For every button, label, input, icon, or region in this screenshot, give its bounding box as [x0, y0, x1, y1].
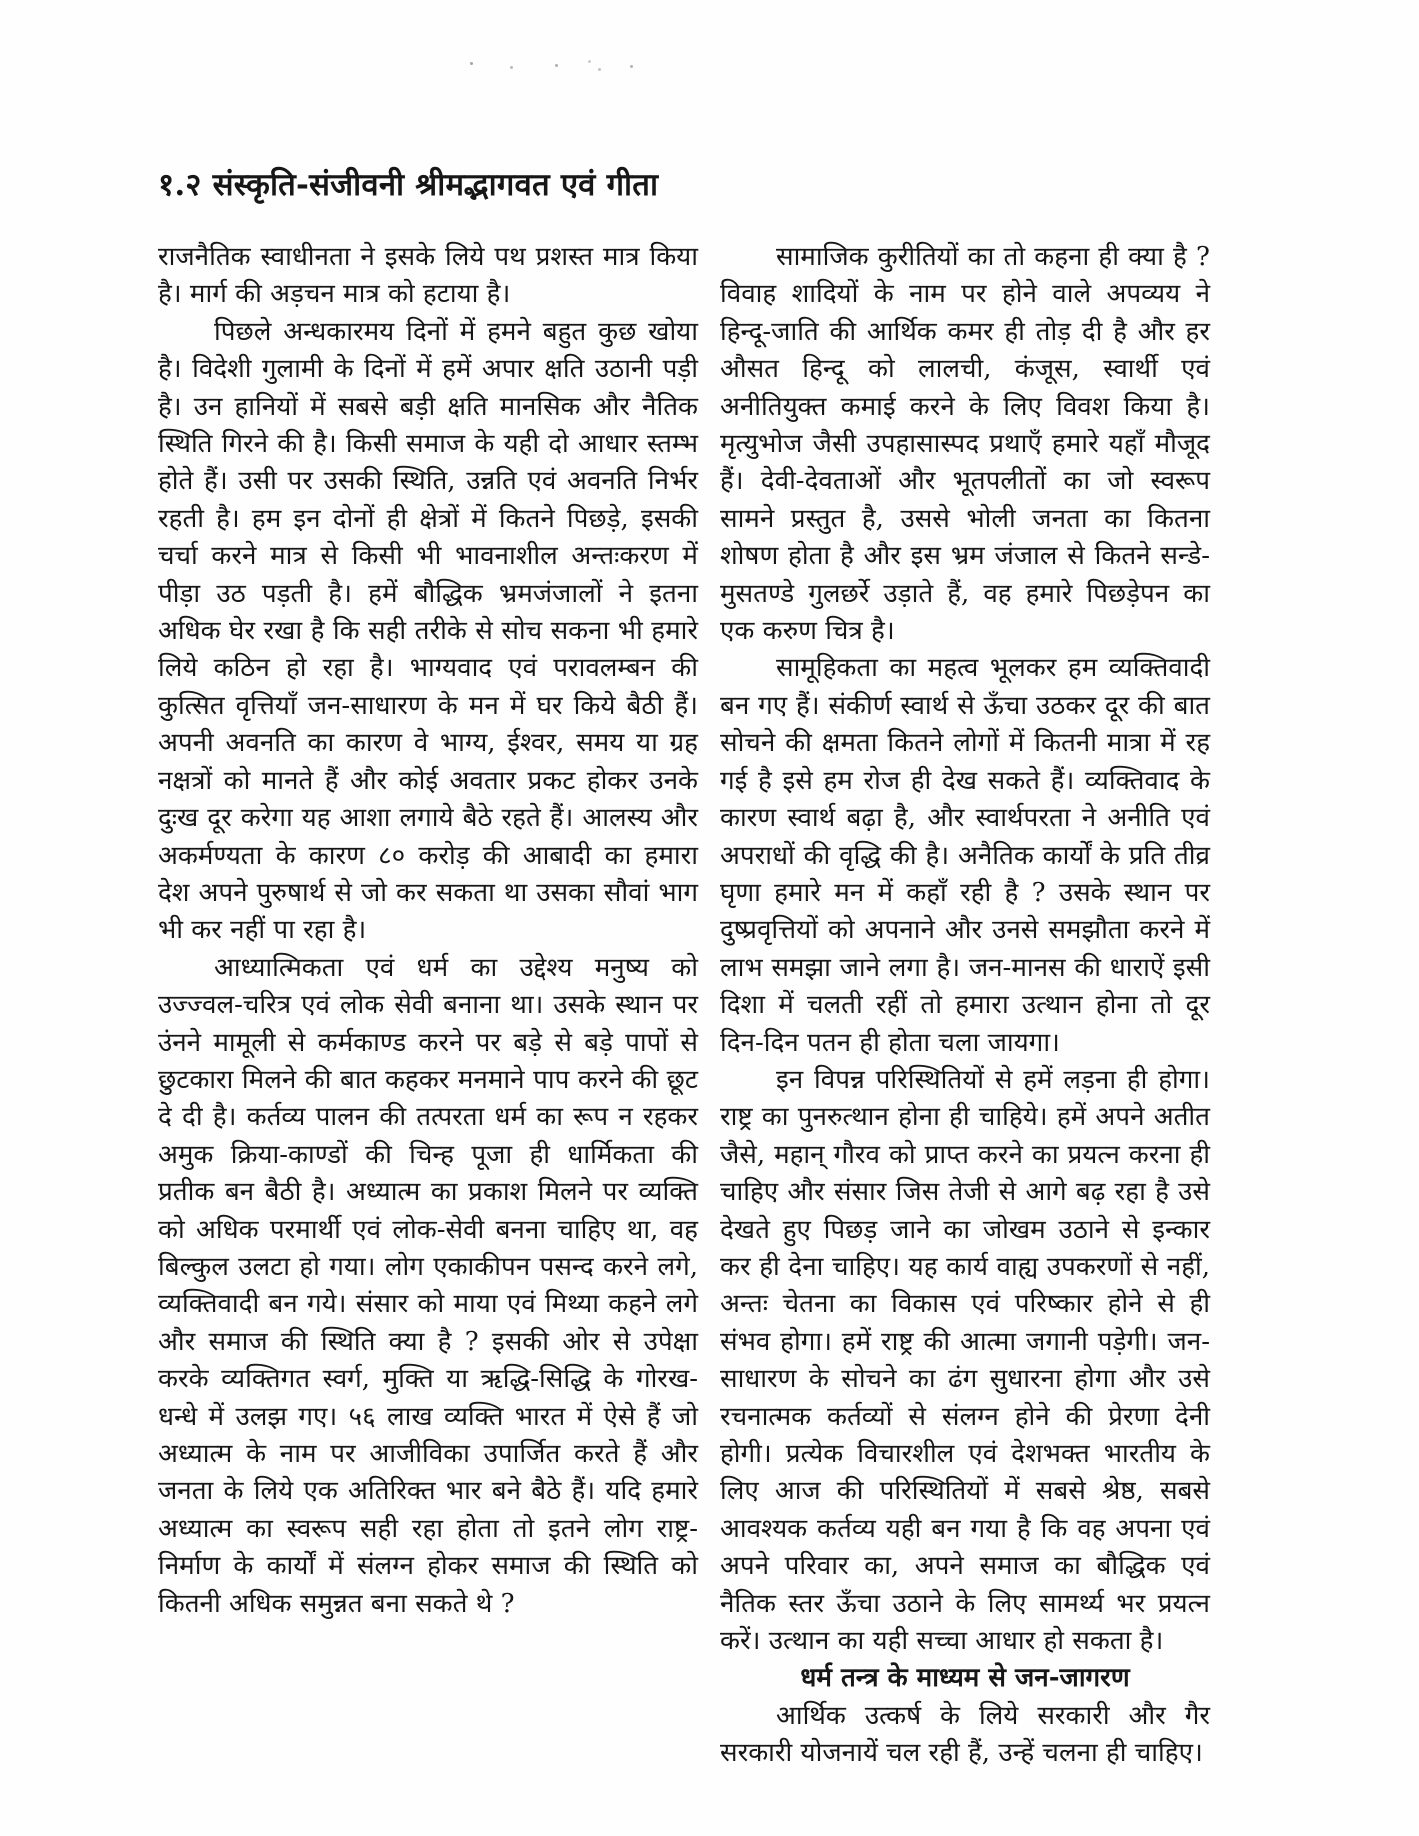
paragraph: आर्थिक उत्कर्ष के लिये सरकारी और गैर सरकारी योजनायें चल रही हैं, उन्हें चलना ही चाहिए। [720, 1700, 1210, 1769]
sub-heading: धर्म तन्त्र के माध्यम से जन-जागरण [800, 1663, 1130, 1694]
paragraph: सामाजिक कुरीतियों का तो कहना ही क्या है ? विवाह शादियों के नाम पर होने वाले अपव्यय ने हिन्दू-जाति की आर्थिक कमर ही तोड़ दी है और हर औसत हिन्दू को लालची, कंजूस, स्वार्थी एवं अनीतियुक्त कमाई करने के लिए विवश किया है। मृत्युभोज जैसी उपहासास्पद प्रथाएँ हमारे यहाँ मौजूद हैं। देवी-देवताओं और भूतपलीतों का जो स्वरूप सामने प्रस्तुत है, उससे भोली जनता का कितना शोषण होता है और इस भ्रम जंजाल से कितने सन्डे-मुसतण्डे गुलछर्रे उड़ाते हैं, वह हमारे पिछड़ेपन का एक करुण चित्र है। [720, 242, 1210, 647]
paragraph: पिछले अन्धकारमय दिनों में हमने बहुत कुछ खोया है। विदेशी गुलामी के दिनों में हमें अपार क्षति उठानी पड़ी है। उन हानियों में सबसे बड़ी क्षति मानसिक और नैतिक स्थिति गिरने की है। किसी समाज के यही दो आधार स्तम्भ होते हैं। उसी पर उसकी स्थिति, उन्नति एवं अवनति निर्भर रहती है। हम इन दोनों ही क्षेत्रों में कितने पिछड़े, इसकी चर्चा करने मात्र से किसी भी भावनाशील अन्तःकरण में पीड़ा उठ पड़ती है। हमें बौद्धिक भ्रमजंजालों ने इतना अधिक घेर रखा है कि सही तरीके से सोच सकना भी हमारे लिये कठिन हो रहा है। भाग्यवाद एवं परावलम्बन की कुत्सित वृत्तियाँ जन-साधारण के मन में घर किये बैठी हैं। अपनी अवनति का कारण वे भाग्य, ईश्वर, समय या ग्रह नक्षत्रों को मानते हैं और कोई अवतार प्रकट होकर उनके दुःख दूर करेगा यह आशा लगाये बैठे रहते हैं। आलस्य और अकर्मण्यता के कारण ८० करोड़ की आबादी का हमारा देश अपने पुरुषार्थ से जो कर सकता था उसका सौवां भाग भी कर नहीं पा रहा है। [158, 316, 698, 946]
scan-artifact-dots [470, 62, 473, 65]
paragraph: सामूहिकता का महत्व भूलकर हम व्यक्तिवादी बन गए हैं। संकीर्ण स्वार्थ से ऊँचा उठकर दूर की बात सोचने की क्षमता कितने लोगों में कितनी मात्रा में रह गई है इसे हम रोज ही देख सकते हैं। व्यक्तिवाद के कारण स्वार्थ बढ़ा है, और स्वार्थपरता ने अनीति एवं अपराधों की वृद्धि की है। अनैतिक कार्यों के प्रति तीव्र घृणा हमारे मन में कहाँ रही है ? उसके स्थान पर दुष्प्रवृत्तियों को अपनाने और उनसे समझौता करने में लाभ समझा जाने लगा है। जन-मानस की धाराऐं इसी दिशा में चलती रहीं तो हमारा उत्थान होना तो दूर दिन-दिन पतन ही होता चला जायगा। [720, 653, 1210, 1058]
paragraph: इन विपन्न परिस्थितियों से हमें लड़ना ही होगा। राष्ट्र का पुनरुत्थान होना ही चाहिये। हमें अपने अतीत जैसे, महान् गौरव को प्राप्त करने का प्रयत्न करना ही चाहिए और संसार जिस तेजी से आगे बढ़ रहा है उसे देखते हुए पिछड़ जाने का जोखम उठाने से इन्कार कर ही देना चाहिए। यह कार्य वाह्य उपकरणों से नहीं, अन्तः चेतना का विकास एवं परिष्कार होने से ही संभव होगा। हमें राष्ट्र की आत्मा जगानी पड़ेगी। जन-साधारण के सोचने का ढंग सुधारना होगा और उसे रचनात्मक कर्तव्यों से संलग्न होने की प्रेरणा देनी होगी। प्रत्येक विचारशील एवं देशभक्त भारतीय के लिए आज की परिस्थितियों में सबसे श्रेष्ठ, सबसे आवश्यक कर्तव्य यही बन गया है कि वह अपना एवं अपने परिवार का, अपने समाज का बौद्धिक एवं नैतिक स्तर ऊँचा उठाने के लिए सामर्थ्य भर प्रयत्न करें। उत्थान का यही सच्चा आधार हो सकता है। [720, 1064, 1210, 1657]
paragraph: राजनैतिक स्वाधीनता ने इसके लिये पथ प्रशस्त मात्र किया है। मार्ग की अड़चन मात्र को हटाया है। [158, 242, 698, 310]
left-column [158, 239, 698, 1623]
page-content [158, 165, 1210, 1773]
text-columns [158, 239, 1210, 1773]
right-column [720, 239, 1210, 1773]
section-heading: १.२ संस्कृति-संजीवनी श्रीमद्भागवत एवं गीता [158, 167, 659, 203]
paragraph: आध्यात्मिकता एवं धर्म का उद्देश्य मनुष्य को उज्ज्वल-चरित्र एवं लोक सेवी बनाना था। उसके स्थान पर उंनने मामूली से कर्मकाण्ड करने पर बड़े से बड़े पापों से छुटकारा मिलने की बात कहकर मनमाने पाप करने की छूट दे दी है। कर्तव्य पालन की तत्परता धर्म का रूप न रहकर अमुक क्रिया-काण्डों की चिन्ह पूजा ही धार्मिकता की प्रतीक बन बैठी है। अध्यात्म का प्रकाश मिलने पर व्यक्ति को अधिक परमार्थी एवं लोक-सेवी बनना चाहिए था, वह बिल्कुल उलटा हो गया। लोग एकाकीपन पसन्द करने लगे, व्यक्तिवादी बन गये। संसार को माया एवं मिथ्या कहने लगे और समाज की स्थिति क्या है ? इसकी ओर से उपेक्षा करके व्यक्तिगत स्वर्ग, मुक्ति या ऋद्धि-सिद्धि के गोरख-धन्धे में उलझ गए। ५६ लाख व्यक्ति भारत में ऐसे हैं जो अध्यात्म के नाम पर आजीविका उपार्जित करते हैं और जनता के लिये एक अतिरिक्त भार बने बैठे हैं। यदि हमारे अध्यात्म का स्वरूप सही रहा होता तो इतने लोग राष्ट्र-निर्माण के कार्यों में संलग्न होकर समाज की स्थिति को कितनी अधिक समुन्नत बना सकते थे ? [158, 952, 698, 1619]
